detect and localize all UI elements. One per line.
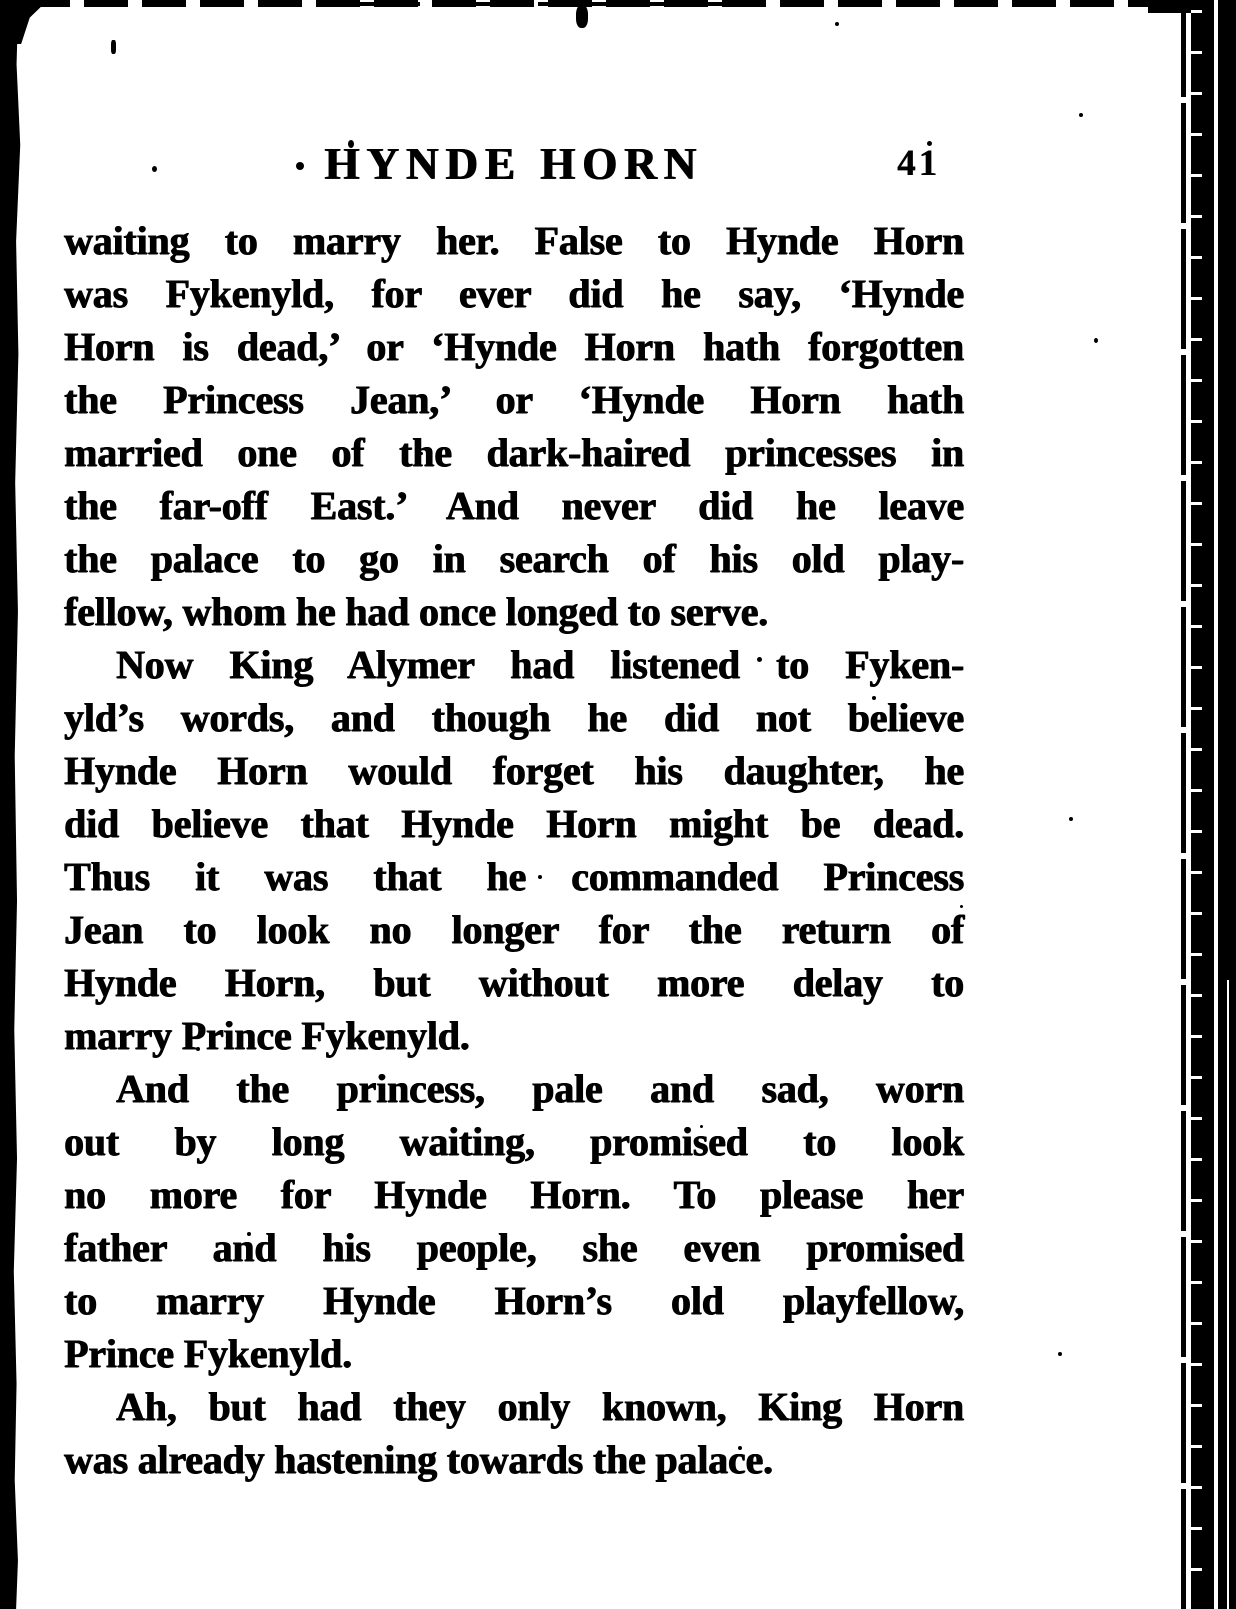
scan-top-edge-dashes [330, 2, 750, 6]
text-line: out by long waiting, promised to look [64, 1119, 964, 1164]
text-line: And the princess, pale and sad, worn [116, 1066, 964, 1111]
page-number: 41 [897, 143, 940, 184]
text-line: no more for Hynde Horn. To please her [64, 1172, 964, 1217]
text-line: yld’s words, and though he did not believe [64, 695, 964, 740]
text-line: married one of the dark-haired princesses in [64, 430, 964, 475]
text-line: Horn is dead,’ or ‘Hynde Horn hath forgotten [64, 324, 964, 369]
text-line: the far-off East.’ And never did he leave [64, 483, 964, 528]
scan-right-band-highlight [1214, 0, 1218, 1609]
text-line: father and his people, she even promised [64, 1225, 964, 1270]
text-line: waiting to marry her. False to Hynde Horn [64, 218, 964, 263]
text-line: to marry Hynde Horn’s old playfellow, [64, 1278, 964, 1323]
text-line: fellow, whom he had once longed to serve. [64, 589, 768, 634]
body-text [64, 214, 964, 1486]
text-line: was Fykenyld, for ever did he say, ‘Hynde [64, 271, 964, 316]
text-line: the Princess Jean,’ or ‘Hynde Horn hath [64, 377, 964, 422]
scan-left-band [0, 0, 23, 1609]
text-line: marry Prince Fykenyld. [64, 1013, 470, 1058]
running-head [64, 134, 964, 194]
text-column [64, 134, 964, 1486]
text-line: Thus it was that he commanded Princess [64, 854, 964, 899]
text-line: the palace to go in search of his old play- [64, 536, 964, 581]
text-line: did believe that Hynde Horn might be dead. [64, 801, 964, 846]
text-line: Jean to look no longer for the return of [64, 907, 964, 952]
text-line: Hynde Horn, but without more delay to [64, 960, 964, 1005]
scan-gutter-line-1 [1181, 0, 1186, 1609]
text-line: Now King Alymer had listened to Fyken- [116, 642, 964, 687]
text-line: Ah, but had they only known, King Horn [116, 1384, 964, 1429]
scan-right-band-highlight-2 [1227, 980, 1229, 1609]
page-title: HYNDE HORN [324, 139, 704, 189]
scan-gutter-line-2 [1191, 0, 1202, 1609]
scan-right-band [1202, 0, 1236, 1609]
text-line: Prince Fykenyld. [64, 1331, 352, 1376]
text-line: was already hastening towards the palace. [64, 1437, 773, 1482]
text-line: Hynde Horn would forget his daughter, he [64, 748, 964, 793]
